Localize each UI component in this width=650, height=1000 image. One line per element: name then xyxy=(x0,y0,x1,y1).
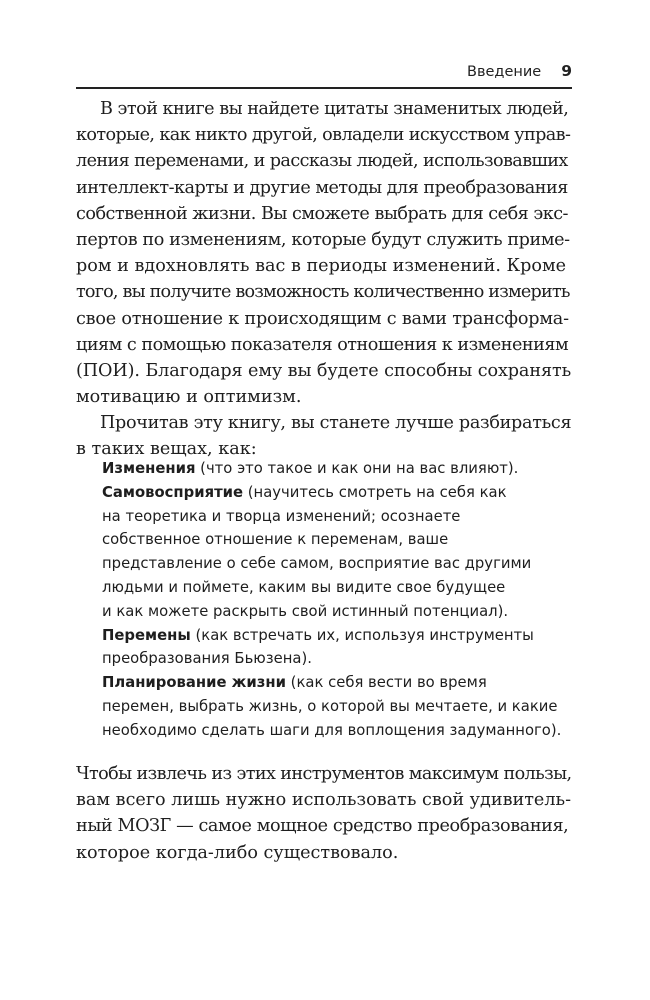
text-line: (ПОИ). Благодаря ему вы будете способны сохранять xyxy=(76,361,572,382)
text-line: пертов по изменениям, которые будут служить приме- xyxy=(76,230,570,251)
text-line: В этой книге вы найдете цитаты знаменитых людей, xyxy=(100,99,569,119)
text-line: Прочитав эту книгу, вы станете лучше разбираться xyxy=(100,413,572,433)
list-item-text: людьми и поймете, каким вы видите свое будущее xyxy=(102,578,506,596)
text-line: ром и вдохновлять вас в периоды изменений. Кроме xyxy=(76,256,567,277)
list-item-text: преобразования Бьюзена). xyxy=(102,650,312,668)
text-line: в таких вещах, как: xyxy=(76,439,257,460)
list-item-text: необходимо сделать шаги для воплощения задуманного). xyxy=(102,721,562,739)
list-item xyxy=(102,481,572,624)
chapter-title: Введение xyxy=(467,64,542,80)
text-line: свое отношение к происходящим с вами трансформа- xyxy=(76,308,569,329)
list-item-text: собственное отношение к переменам, ваше xyxy=(102,531,449,549)
list-item-term: Планирование жизни xyxy=(102,674,286,692)
header-divider xyxy=(76,87,572,89)
list-item-term: Изменения xyxy=(102,460,196,477)
list-item-text: представление о себе самом, восприятие вас другими xyxy=(102,555,532,573)
list-item xyxy=(102,671,572,742)
text-line: интеллект-карты и другие методы для преобразования xyxy=(76,177,568,198)
text-line: того, вы получите возможность количественно измерить xyxy=(76,282,570,303)
list-item xyxy=(102,624,572,672)
text-line: циям с помощью показателя отношения к изменениям xyxy=(76,334,569,355)
list-item-text: перемен, выбрать жизнь, о которой вы мечтаете, и какие xyxy=(102,697,558,715)
list-item-term: Перемены xyxy=(102,626,191,644)
text-line: мотивацию и оптимизм. xyxy=(76,387,302,408)
list-item-text: (как встречать их, используя инструменты xyxy=(190,626,534,644)
page-number: 9 xyxy=(561,62,572,80)
text-line: Чтобы извлечь из этих инструментов максимум пользы, xyxy=(76,764,572,784)
intro-paragraph xyxy=(76,96,572,410)
text-line: которое когда-либо существовало. xyxy=(76,842,399,863)
text-line: собственной жизни. Вы сможете выбрать для себя экс- xyxy=(76,203,568,224)
list-item-text: (как себя вести во время xyxy=(285,674,487,692)
running-header xyxy=(0,62,572,80)
text-line: вам всего лишь нужно использовать свой удивитель- xyxy=(76,790,572,811)
text-line: ления переменами, и рассказы людей, использовавших xyxy=(76,151,568,172)
list-item xyxy=(102,457,572,481)
list-item-text: и как можете раскрыть свой истинный потенциал). xyxy=(102,602,509,620)
text-line: которые, как никто другой, овладели искусством управ- xyxy=(76,125,571,146)
lead-in-paragraph xyxy=(76,410,572,462)
text-line: ный МОЗГ — самое мощное средство преобразования, xyxy=(76,816,569,837)
closing-paragraph xyxy=(76,761,572,866)
list-item-text: на теоретика и творца изменений; осознаете xyxy=(102,507,461,525)
list-item-text: (научитесь смотреть на себя как xyxy=(243,483,507,501)
list-item-term: Самовосприятие xyxy=(102,483,244,501)
list-item-text: (что это такое и как они на вас влияют). xyxy=(195,460,519,477)
topics-list xyxy=(102,457,572,743)
